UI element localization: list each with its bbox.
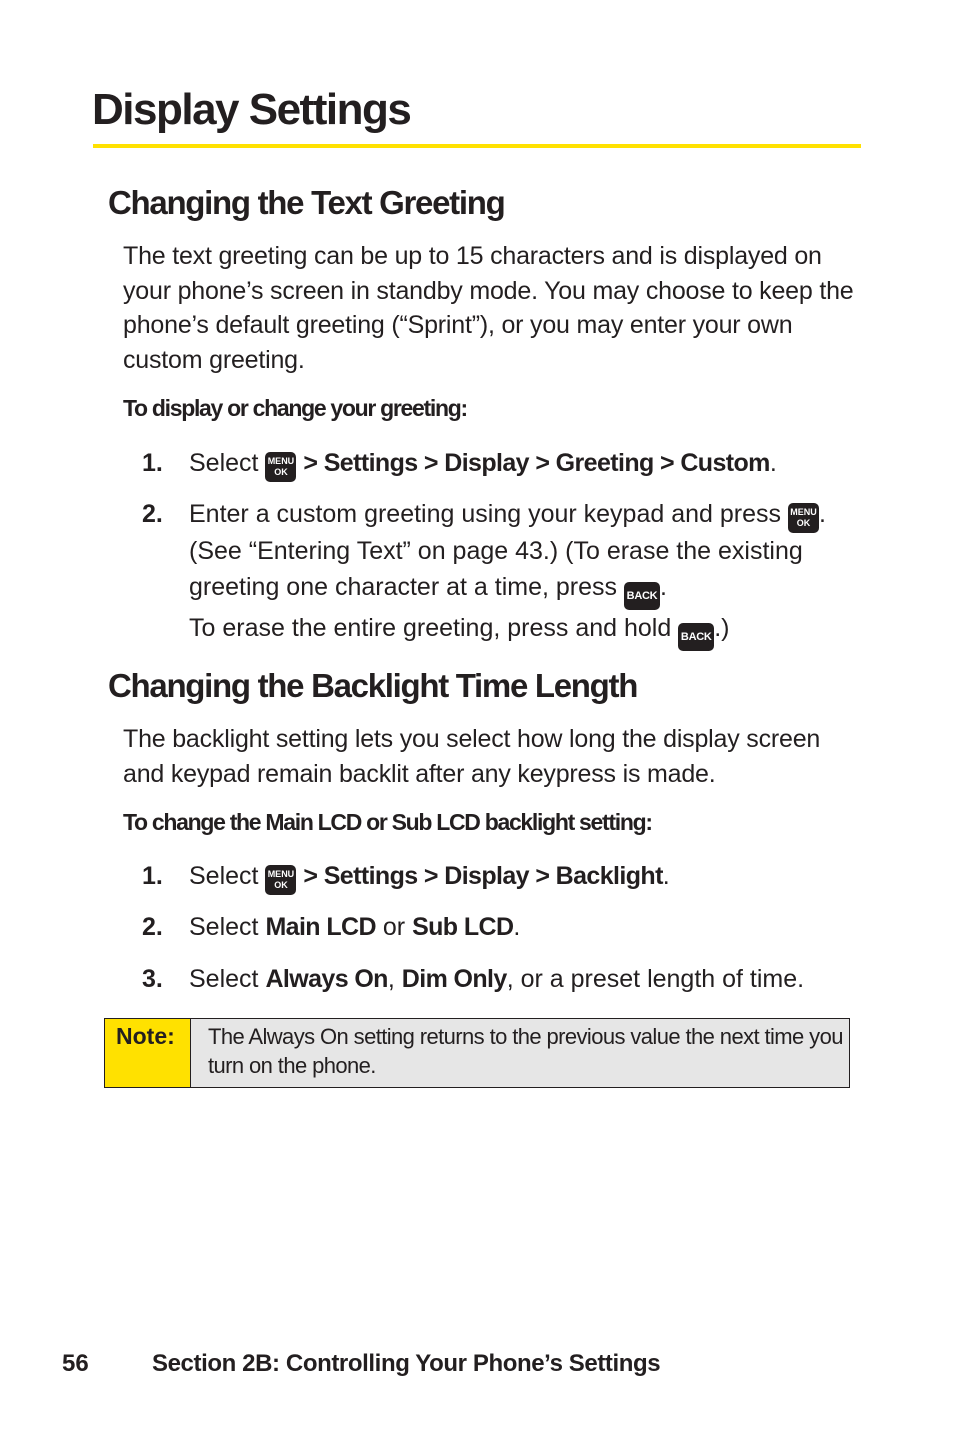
section-footer: Section 2B: Controlling Your Phone’s Settings <box>152 1350 661 1377</box>
step-body: Select Main LCD or Sub LCD. <box>189 913 521 941</box>
option-main-lcd: Main LCD <box>265 913 376 941</box>
step-number: 3. <box>142 965 163 993</box>
menu-ok-key-icon: MENU OK <box>265 452 296 482</box>
backlight-intro: The backlight setting lets you select how long the display screen and keypad remain backlit after any keypress is made. <box>123 725 821 788</box>
step-number: 1. <box>142 862 163 890</box>
text-greeting-heading: Changing the Text Greeting <box>108 184 505 221</box>
note-text: The Always On setting returns to the previous value the next time you turn on the phone. <box>208 1024 843 1078</box>
text-greeting-intro: The text greeting can be up to 15 characters and is displayed on your phone’s screen in standby mode. You may choose to keep the phone’s default greeting (“Sprint”), or you may enter your own custom greeting. <box>123 242 854 374</box>
step-body: Select MENU OK > Settings > Display > Greeting > Custom. <box>189 445 869 482</box>
step-body: Select Always On, Dim Only, or a preset length of time. <box>189 965 805 993</box>
backlight-heading: Changing the Backlight Time Length <box>108 667 638 704</box>
menu-ok-key-icon: MENU OK <box>788 503 819 533</box>
option-sub-lcd: Sub LCD <box>412 913 514 941</box>
note-label: Note: <box>105 1019 191 1087</box>
page-title: Display Settings <box>92 85 411 134</box>
menu-path: > Settings > Display > Backlight <box>303 862 663 890</box>
option-dim-only: Dim Only <box>401 965 507 993</box>
note-box <box>104 1018 850 1088</box>
step-number: 1. <box>142 449 163 477</box>
step-body: Select MENU OK > Settings > Display > Backlight. <box>189 858 869 895</box>
menu-path: > Settings > Display > Greeting > Custom <box>303 449 770 477</box>
backlight-procedure: To change the Main LCD or Sub LCD backlight setting: <box>123 809 652 835</box>
step-text: Select <box>189 449 259 477</box>
title-rule <box>93 144 861 148</box>
option-always-on: Always On <box>265 965 388 993</box>
step-body: Enter a custom greeting using your keypad and press MENU OK . (See “Entering Text” on page 43.) (To erase the existing greeting one character at a time, press BACK . To erase the entire greeting, press and hold BACK .) <box>189 496 869 651</box>
back-key-icon: BACK <box>624 582 660 610</box>
page-number: 56 <box>62 1350 89 1377</box>
back-key-icon: BACK <box>678 623 714 651</box>
text-greeting-procedure: To display or change your greeting: <box>123 395 467 421</box>
step-number: 2. <box>142 913 163 941</box>
step-number: 2. <box>142 500 163 528</box>
menu-ok-key-icon: MENU OK <box>265 865 296 895</box>
